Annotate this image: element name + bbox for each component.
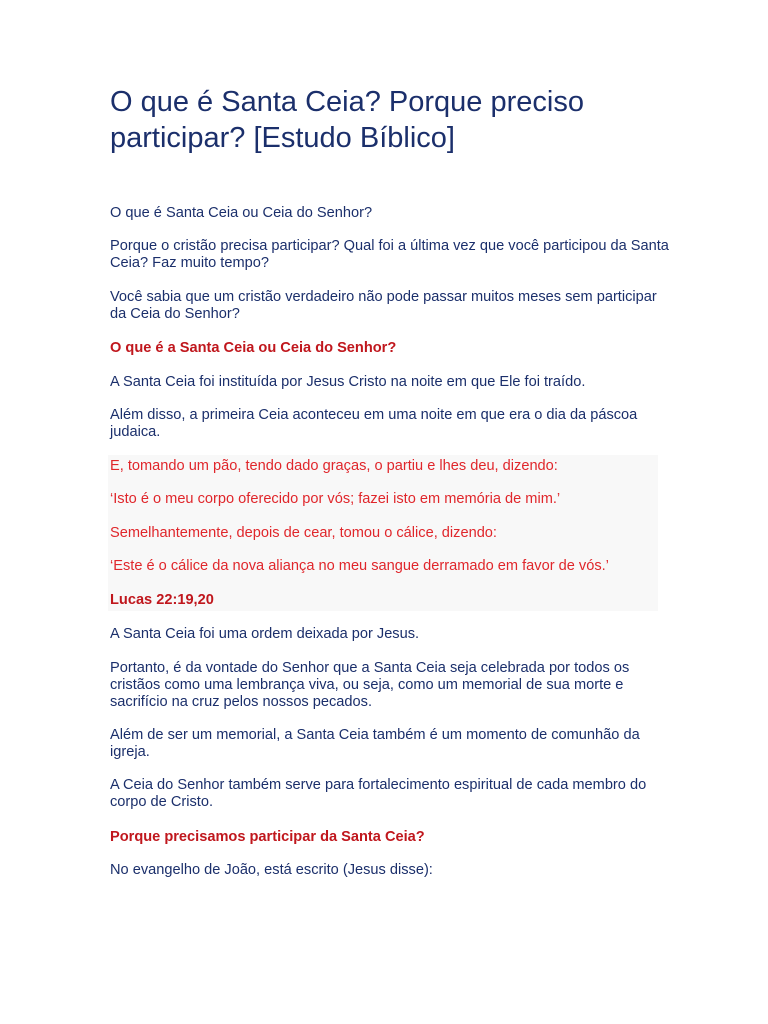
section1-after-paragraph-2: Portanto, é da vontade do Senhor que a Santa Ceia seja celebrada por todos os cristãos como uma lembrança viva, ou seja, como um memorial de sua morte e sacrifício na cruz pelos nossos pecados. — [110, 660, 630, 710]
section1-after-paragraph-3: Além de ser um memorial, a Santa Ceia também é um momento de comunhão da igreja. — [110, 727, 640, 760]
section2-paragraph-1: No evangelho de João, está escrito (Jesus disse): — [110, 862, 433, 878]
section1-after-paragraph-4: A Ceia do Senhor também serve para fortalecimento espiritual de cada membro do corpo de Cristo. — [110, 777, 647, 810]
section-heading-why-participate: Porque precisamos participar da Santa Ceia? — [110, 829, 425, 845]
quote-line-2: ‘Isto é o meu corpo oferecido por vós; fazei isto em memória de mim.’ — [110, 491, 561, 507]
section1-paragraph-1: A Santa Ceia foi instituída por Jesus Cristo na noite em que Ele foi traído. — [110, 374, 586, 390]
intro-paragraph-1: O que é Santa Ceia ou Ceia do Senhor? — [110, 205, 373, 221]
section1-paragraph-2: Além disso, a primeira Ceia aconteceu em uma noite em que era o dia da páscoa judaica. — [110, 407, 638, 440]
quote-line-1: E, tomando um pão, tendo dado graças, o partiu e lhes deu, dizendo: — [110, 458, 558, 474]
quote-line-3: Semelhantemente, depois de cear, tomou o cálice, dizendo: — [110, 525, 497, 541]
intro-paragraph-3: Você sabia que um cristão verdadeiro não pode passar muitos meses sem participar da Ceia do Senhor? — [110, 289, 657, 322]
section1-after-paragraph-1: A Santa Ceia foi uma ordem deixada por Jesus. — [110, 626, 420, 642]
section-heading-what-is: O que é a Santa Ceia ou Ceia do Senhor? — [110, 340, 397, 356]
page-title: O que é Santa Ceia? Porque preciso participar? [Estudo Bíblico] — [110, 86, 584, 154]
intro-paragraph-2: Porque o cristão precisa participar? Qual foi a última vez que você participou da Santa Ceia? Faz muito tempo? — [110, 238, 669, 271]
quote-reference: Lucas 22:19,20 — [110, 592, 214, 608]
quote-line-4: ‘Este é o cálice da nova aliança no meu sangue derramado em favor de vós.’ — [110, 558, 609, 574]
